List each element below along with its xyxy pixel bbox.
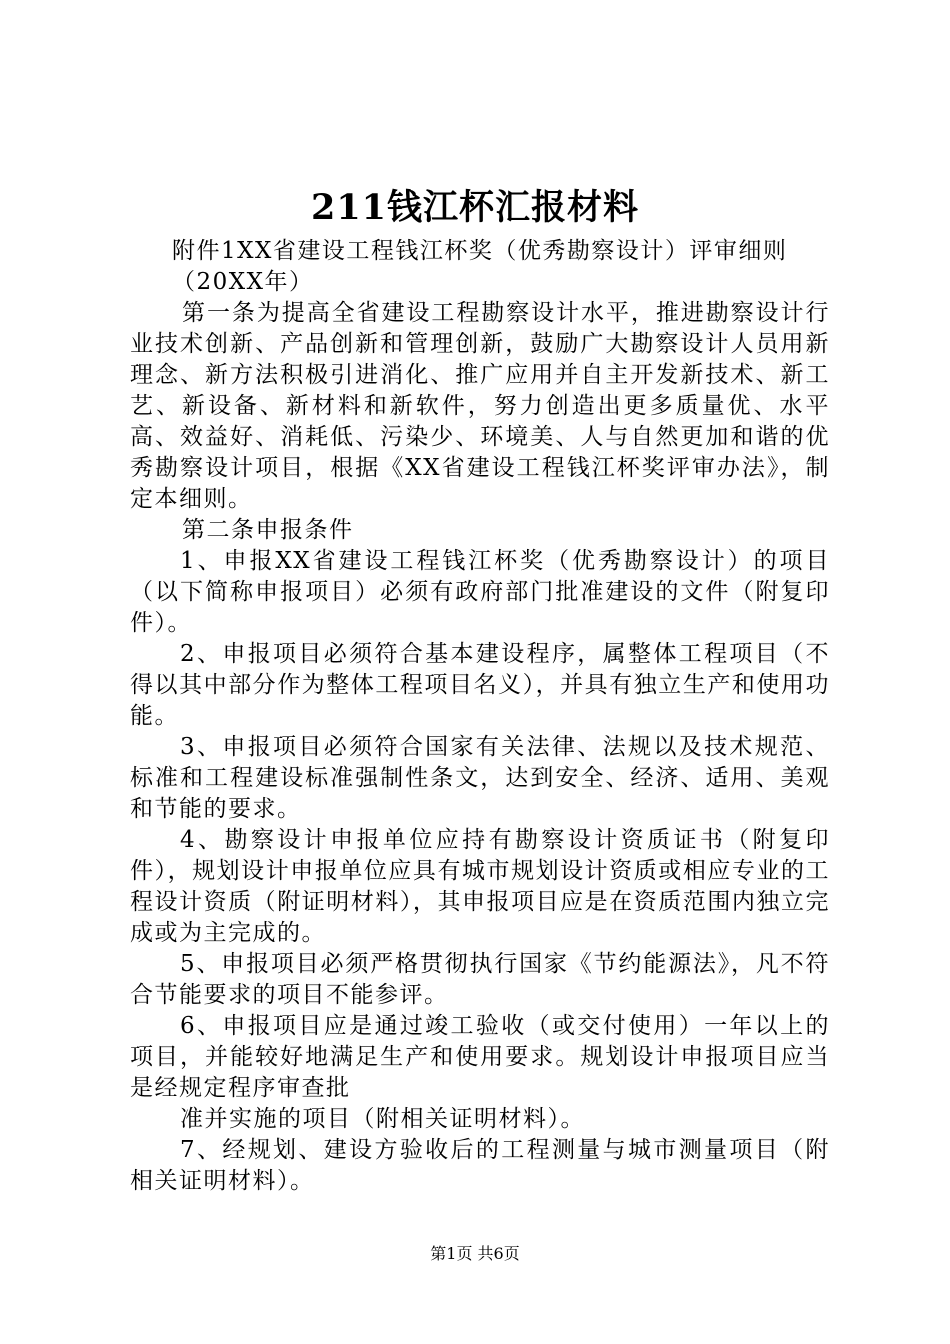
condition-item-4: 4、勘察设计申报单位应持有勘察设计资质证书（附复印件），规划设计申报单位应具有城市规划设计资质或相应专业的工程设计资质（附证明材料），其申报项目应是在资质范围内独立完成或为主完成的。 <box>130 827 830 946</box>
attachment-year: （20XX年） <box>172 269 314 295</box>
condition-item-5: 5、申报项目必须严格贯彻执行国家《节约能源法》，凡不符合节能要求的项目不能参评。 <box>130 951 830 1008</box>
article-one-paragraph: 第一条为提高全省建设工程勘察设计水平，推进勘察设计行业技术创新、产品创新和管理创新，鼓励广大勘察设计人员用新理念、新方法积极引进消化、推广应用并自主开发新技术、新工艺、新设备、新材料和新软件，努力创造出更多质量优、水平高、效益好、消耗低、污染少、环境美、人与自然更加和谐的优秀勘察设计项目，根据《XX省建设工程钱江杯奖评审办法》，制定本细则。 <box>130 300 830 512</box>
attachment-title: 附件1XX省建设工程钱江杯奖（优秀勘察设计）评审细则 <box>172 238 788 264</box>
condition-item-6: 6、申报项目应是通过竣工验收（或交付使用）一年以上的项目，并能较好地满足生产和使用要求。规划设计申报项目应当是经规定程序审查批 <box>130 1013 830 1101</box>
condition-item-6-continued: 准并实施的项目（附相关证明材料）。 <box>180 1106 585 1132</box>
article-two-heading: 第二条申报条件 <box>182 517 354 543</box>
condition-item-7: 7、经规划、建设方验收后的工程测量与城市测量项目（附相关证明材料）。 <box>130 1137 830 1194</box>
condition-item-3: 3、申报项目必须符合国家有关法律、法规以及技术规范、标准和工程建设标准强制性条文，达到安全、经济、适用、美观和节能的要求。 <box>130 734 830 822</box>
document-title: 211钱江杯汇报材料 <box>310 187 640 228</box>
condition-item-1: 1、申报XX省建设工程钱江杯奖（优秀勘察设计）的项目（以下简称申报项目）必须有政府部门批准建设的文件（附复印件）。 <box>130 548 830 636</box>
condition-item-2: 2、申报项目必须符合基本建设程序，属整体工程项目（不得以其中部分作为整体工程项目名义），并具有独立生产和使用功能。 <box>130 641 830 729</box>
page-footer: 第1页 共6页 <box>430 1244 520 1263</box>
document-body <box>130 236 830 1197</box>
